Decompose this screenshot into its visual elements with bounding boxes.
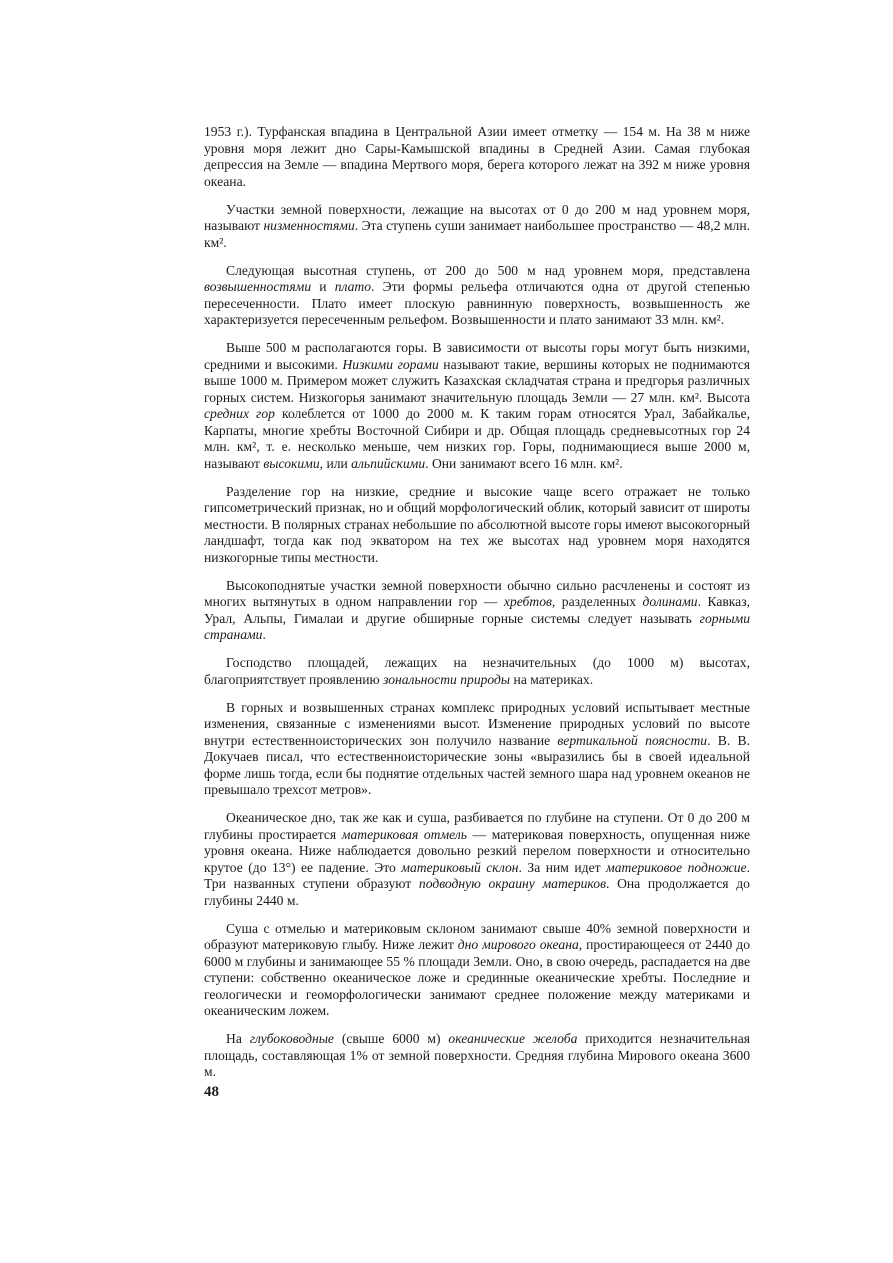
paragraph-p5: Разделение гор на низкие, средние и высокие чаще всего отражает не только гипсометрический признак, но и общий морфологический облик, который зависит от широты местности. В полярных странах небольшие по абсолютной высоте горы имеют высокогорный ландшафт, тогда как под экватором на тех же высотах над уровнем моря находятся низкогорные типы местности.: [204, 483, 750, 565]
text-run: Суша с отмелью и материковым склоном занимают свыше 40% земной поверхности и образуют материковую глыбу. Ниже лежит: [204, 920, 750, 952]
term-emphasis: материковая отмель: [341, 826, 467, 842]
paragraph-p9: [204, 810, 750, 909]
paragraph-p3: [204, 263, 750, 329]
term-emphasis: средних гор: [204, 406, 275, 421]
text-run: , или: [319, 455, 352, 471]
paragraph-p8: [204, 700, 750, 799]
term-emphasis: альпийскими: [351, 455, 426, 471]
page-number: 48: [204, 1084, 219, 1100]
term-emphasis: плато: [334, 279, 372, 294]
text-run: . Эта ступень суши занимает наибольшее пространство — 48,2 млн. км².: [204, 218, 750, 250]
paragraph-p7: [204, 655, 750, 688]
text-run: на материках.: [510, 671, 594, 687]
text-run: . Эти формы рельефа отличаются одна от другой степенью пересеченности. Плато имеет плоскую равнинную поверхность, возвышенность же характеризуется пересеченным рельефом. Возвышенности и плато занимают 33 млн. км².: [204, 279, 750, 327]
body-text: [204, 124, 750, 1092]
term-emphasis: возвышенностями: [204, 279, 312, 294]
text-run: Господство площадей, лежащих на незначительных (до 1000 м) высотах, благоприятствует проявлению: [204, 655, 750, 687]
text-run: . Три названных ступени образуют: [204, 859, 750, 891]
text-run: Участки земной поверхности, лежащие на высотах от 0 до 200 м над уровнем моря, называют: [204, 201, 750, 233]
text-run: приходится незначительная площадь, составляющая 1% от земной поверхности. Средняя глубина Мирового океана 3600 м.: [204, 1031, 750, 1079]
text-run: . Они занимают всего 16 млн. км².: [425, 455, 623, 471]
text-run: и: [311, 279, 335, 294]
term-emphasis: подводную окраину материков: [418, 876, 606, 891]
term-emphasis: зональности природы: [383, 671, 511, 687]
text-run: . Она продолжается до глубины 2440 м.: [204, 876, 750, 908]
term-emphasis: глубоководные: [249, 1031, 334, 1046]
term-emphasis: дно мирового океана: [457, 937, 579, 952]
term-emphasis: океанические желоба: [448, 1031, 578, 1046]
text-run: . За ним идет: [518, 859, 607, 875]
text-run: — материковая поверхность, опущенная ниже уровня океана. Ниже наблюдается довольно резкий перелом поверхности и относительно крутое (до 13°) ее падение. Это: [204, 826, 750, 875]
text-run: . В. В. Докучаев писал, что естественноисторические зоны «выразились бы в своей идеальной форме лишь тогда, если бы поднятие отдельных частей земного шара над уровнем океанов не превышало трехсот метров».: [204, 732, 750, 797]
text-run: Выше 500 м располагаются горы. В зависимости от высоты горы могут быть низкими, средними и высокими.: [204, 340, 750, 372]
text-run: В горных и возвышенных странах комплекс природных условий испытывает местные изменения, связанные с изменениями высот. Изменение природных условий по высоте внутри естественноисторических зон получило название: [204, 699, 750, 748]
term-emphasis: горными странами: [204, 610, 750, 642]
term-emphasis: материковое подножие: [606, 859, 747, 875]
term-emphasis: вертикальной поясности: [557, 732, 708, 748]
term-emphasis: хребтов: [503, 594, 552, 609]
text-run: . Кавказ, Урал, Альпы, Гималаи и другие обширные горные системы следует называть: [204, 594, 750, 626]
paragraph-p2: [204, 202, 750, 252]
term-emphasis: низменностями: [263, 218, 355, 233]
paragraph-p10: [204, 921, 750, 1020]
text-run: (свыше 6000 м): [333, 1031, 449, 1046]
paragraph-p4: [204, 340, 750, 472]
paragraph-p1: 1953 г.). Турфанская впадина в Центральной Азии имеет отметку — 154 м. На 38 м ниже уровня моря лежит дно Сары-Камышской впадины в Средней Азии. Самая глубокая депрессия на Земле — впадина Мертвого моря, берега которого лежат на 392 м ниже уровня океана.: [204, 124, 750, 189]
text-run: , разделенных: [551, 594, 643, 609]
text-run: Океаническое дно, так же как и суша, разбивается по глубине на ступени. От 0 до 200 м глубины простирается: [204, 810, 750, 842]
text-run: .: [262, 627, 266, 642]
text-run: Следующая высотная ступень, от 200 до 500 м над уровнем моря, представлена: [226, 262, 750, 278]
term-emphasis: долинами: [642, 594, 698, 609]
term-emphasis: материковый склон: [401, 859, 519, 875]
text-run: На: [226, 1031, 250, 1046]
text-run: , простирающееся от 2440 до 6000 м глубины и занимающее 55 % площади Земли. Оно, в свою очередь, распадается на две ступени: собственно океаническое ложе и срединные океанические хребты. Последние и геологически и геоморфологически занимают среднее положение между материками и океаническим ложем.: [204, 937, 750, 1018]
paragraph-p6: [204, 578, 750, 644]
text-run: Высокоподнятые участки земной поверхности обычно сильно расчленены и состоят из многих вытянутых в одном направлении гор —: [204, 577, 750, 609]
term-emphasis: Низкими горами: [342, 356, 439, 372]
text-run: называют такие, вершины которых не поднимаются выше 1000 м. Примером может служить Казахская складчатая страна и предгорья различных горных систем. Низкогорья занимают значительную площадь Земли — 27 млн. км². Высота: [204, 356, 750, 405]
text-run: колеблется от 1000 до 2000 м. К таким горам относятся Урал, Забайкалье, Карпаты, многие хребты Восточной Сибири и др. Общая площадь средневысотных гор 24 млн. км², т. е. несколько меньше, чем низких гор. Горы, поднимающиеся выше 2000 м, называют: [204, 406, 750, 471]
term-emphasis: высокими: [263, 455, 320, 471]
paragraph-p11: [204, 1031, 750, 1081]
